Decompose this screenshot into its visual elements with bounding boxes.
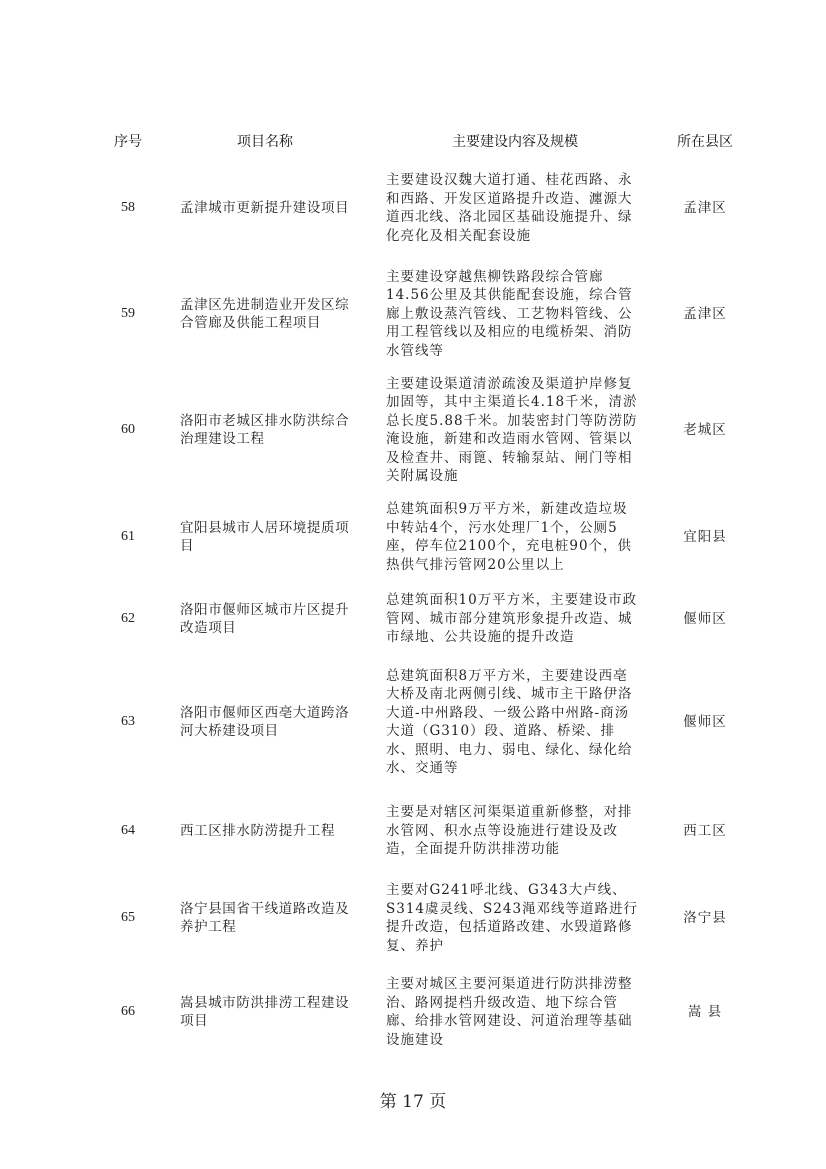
table-row	[0, 168, 826, 248]
table-row	[0, 876, 826, 960]
project-county: 洛宁县	[683, 909, 727, 926]
project-content: 主要建设渠道清淤疏浚及渠道护岸修复加固等，其中主渠道长4.18千米，清淤总长度5.88千米。加装密封门等防涝防淹设施，新建和改造雨水管网、管渠以及检查井、雨篦、转输泵站、闸门等相关附属设施	[386, 375, 638, 484]
table-row	[0, 265, 826, 363]
header-serial-number: 序号	[114, 134, 142, 150]
header-content-scale: 主要建设内容及规模	[452, 134, 578, 150]
row-number: 60	[121, 421, 135, 437]
project-content: 主要建设穿越焦柳铁路段综合管廊14.56公里及其供能配套设施，综合管廊上敷设蒸汽管线、工艺物料管线、公用工程管线以及相应的电缆桥架、消防水管线等	[386, 268, 633, 359]
project-county: 老城区	[683, 421, 727, 438]
page-number-footer: 第 17 页	[379, 1092, 447, 1112]
project-content: 总建筑面积10万平方米，主要建设市政管网、城市部分建筑形象提升改造、城市绿地、公共设施的提升改造	[386, 592, 638, 646]
row-number: 59	[121, 305, 135, 321]
row-number: 66	[121, 1003, 135, 1019]
project-name: 西工区排水防涝提升工程	[180, 822, 336, 839]
project-county: 宜阳县	[683, 528, 727, 545]
project-name: 洛阳市老城区排水防洪综合治理建设工程	[180, 412, 350, 447]
row-number: 64	[121, 822, 135, 838]
project-county: 孟津区	[683, 305, 727, 322]
project-content: 主要对城区主要河渠道进行防洪排涝整治、路网提档升级改造、地下综合管廊、给排水管网建设、河道治理等基础设施建设	[386, 976, 633, 1048]
project-content: 总建筑面积8万平方米，主要建设西亳大桥及南北两侧引线、城市主干路伊洛大道-中州路段、一级公路中州路-商汤大道（G310）段、道路、桥梁、排水、照明、电力、弱电、绿化、绿化给水、交通等	[386, 667, 633, 776]
table-row	[0, 800, 826, 862]
header-county: 所在县区	[677, 134, 733, 150]
table-row	[0, 972, 826, 1052]
row-number: 58	[121, 199, 135, 215]
row-number: 61	[121, 528, 135, 544]
project-content: 总建筑面积9万平方米，新建改造垃圾中转站4个，污水处理厂1个，公厕5座，停车位2100个，充电桩90个，供热供气排污管网20公里以上	[386, 501, 633, 573]
project-county: 西工区	[683, 822, 727, 839]
project-name: 宜阳县城市人居环境提质项目	[180, 519, 350, 554]
table-row	[0, 372, 826, 488]
project-name: 洛阳市偃师区西亳大道跨洛河大桥建设项目	[180, 704, 350, 739]
project-name: 孟津城市更新提升建设项目	[180, 199, 350, 216]
project-county: 偃师区	[683, 713, 727, 730]
project-name: 嵩县城市防洪排涝工程建设项目	[180, 994, 350, 1029]
row-number: 65	[121, 909, 135, 925]
header-project-name: 项目名称	[237, 134, 293, 150]
project-content: 主要是对辖区河渠渠道重新修整，对排水管网、积水点等设施进行建设及改造，全面提升防洪排涝功能	[386, 804, 633, 858]
project-name: 洛宁县国省干线道路改造及养护工程	[180, 900, 350, 935]
project-name: 洛阳市偃师区城市片区提升改造项目	[180, 601, 350, 636]
project-county: 嵩 县	[687, 1003, 723, 1020]
project-content: 主要建设汉魏大道打通、桂花西路、永和西路、开发区道路提升改造、瀍源大道西北线、洛北园区基础设施提升、绿化亮化及相关配套设施	[386, 172, 633, 244]
project-content: 主要对G241呼北线、G343大卢线、S314虞灵线、S243渑邓线等道路进行提升改造，包括道路改建、水毁道路修复、养护	[386, 882, 639, 954]
table-row	[0, 589, 826, 649]
row-number: 63	[121, 713, 135, 729]
project-name: 孟津区先进制造业开发区综合管廊及供能工程项目	[180, 296, 350, 331]
project-county: 孟津区	[683, 199, 727, 216]
row-number: 62	[121, 610, 135, 626]
table-row	[0, 497, 826, 577]
table-row	[0, 662, 826, 782]
project-county: 偃师区	[683, 610, 727, 627]
